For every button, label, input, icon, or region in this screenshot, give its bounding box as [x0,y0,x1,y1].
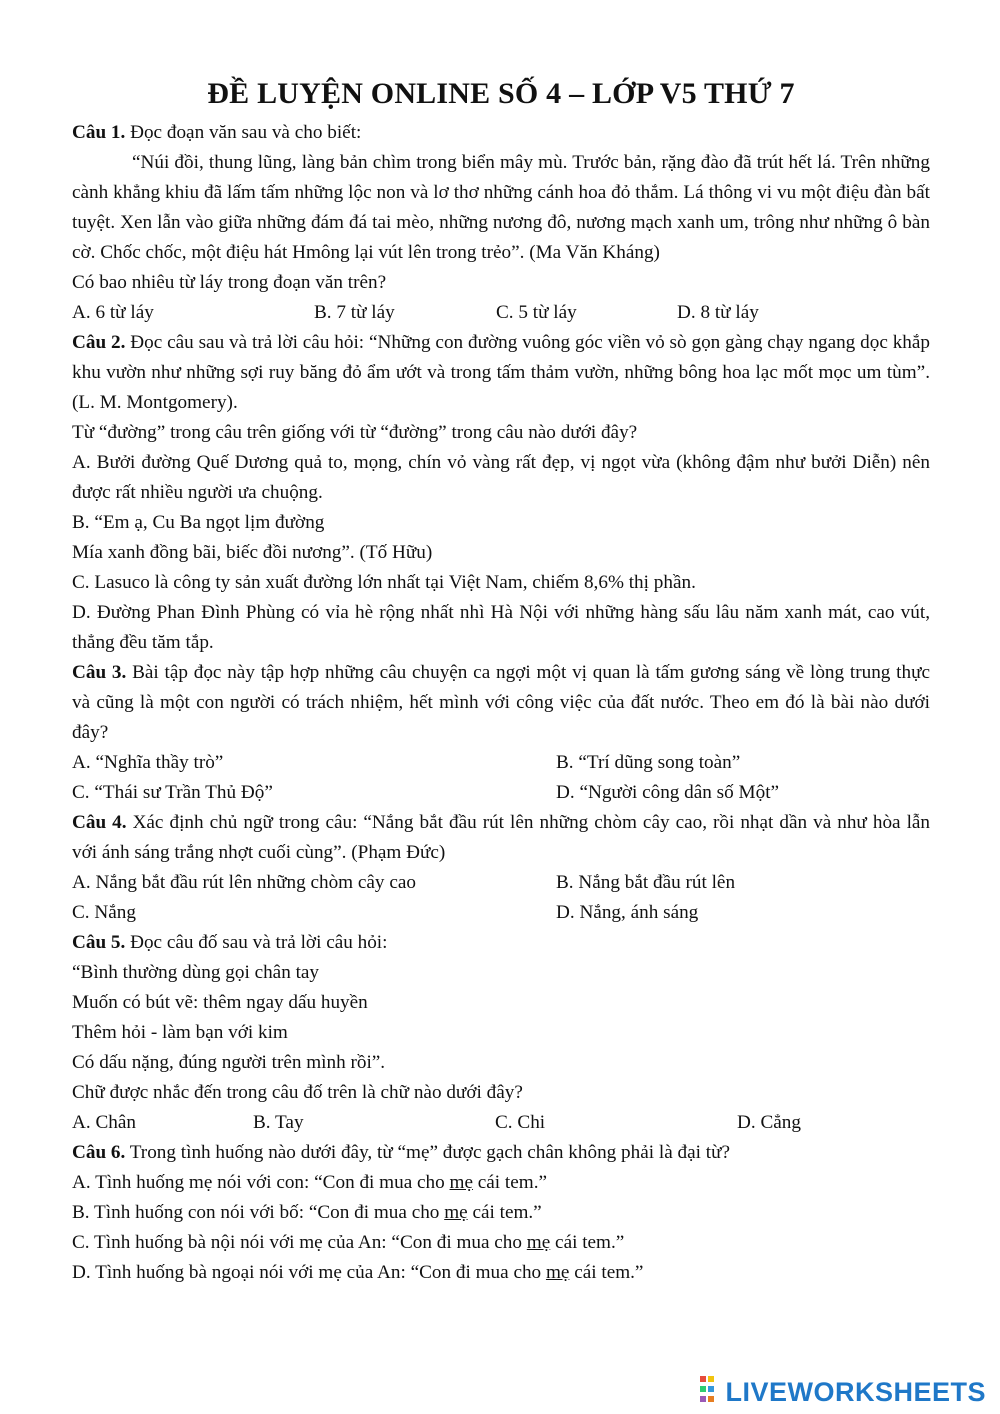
q5-question: Chữ được nhắc đến trong câu đố trên là chữ nào dưới đây? [72,1082,523,1103]
q2-label: Câu 2. [72,332,126,353]
q3-option-a[interactable]: A. “Nghĩa thầy trò” [72,752,224,773]
liveworksheets-logo-icon [700,1376,722,1409]
q1-question: Có bao nhiêu từ láy trong đoạn văn trên? [72,272,387,293]
q2-option-d[interactable]: D. Đường Phan Đình Phùng có vỉa hè rộng nhất nhì Hà Nội với những hàng sấu lâu năm xanh mát, cao vút, thẳng đều tăm tắp. [72,602,930,653]
q6-prompt: Câu 6. Trong tình huống nào dưới đây, từ “mẹ” được gạch chân không phải là đại từ? [72,1142,731,1163]
q3-options-row2 [72,778,930,808]
q4-label: Câu 4. [72,812,127,833]
q2-question: Từ “đường” trong câu trên giống với từ “đường” trong câu nào dưới đây? [72,422,638,443]
q1-passage: “Núi đồi, thung lũng, làng bản chìm trong biển mây mù. Trước bản, rặng đào đã trút hết lá. Trên những cành khẳng khiu đã lấm tấm những lộc non và lơ thơ những cánh hoa đỏ thắm. Lá thông vi vu một điệu đàn bất tuyệt. Xen lẫn vào giữa những đám đá tai mèo, những nương đô, nương mạch xanh um, trông như những ô bàn cờ. Chốc chốc, một điệu hát Hmông lại vút lên trong trẻo”. (Ma Văn Kháng) [72,152,930,263]
underlined-word: mẹ [449,1172,473,1193]
q1-options [72,298,930,328]
q5-options [72,1108,930,1138]
underlined-word: mẹ [545,1262,570,1283]
q4-options-row1 [72,868,930,898]
q5-option-a[interactable]: A. Chân [72,1112,136,1133]
q5-option-b[interactable]: B. Tay [253,1112,304,1133]
q5-riddle-line: Muốn có bút vẽ: thêm ngay dấu huyền [72,992,368,1013]
q2-option-a[interactable]: A. Bưởi đường Quế Dương quả to, mọng, chín vỏ vàng rất đẹp, vị ngọt vừa (không đậm như bưởi Diễn) nên được rất nhiều người ưa chuộng. [72,452,930,503]
q5-riddle-line: Thêm hỏi - làm bạn với kim [72,1022,288,1043]
q4-option-c[interactable]: C. Nắng [72,902,136,923]
q5-label: Câu 5. [72,932,126,953]
q2-option-c[interactable]: C. Lasuco là công ty sản xuất đường lớn nhất tại Việt Nam, chiếm 8,6% thị phần. [72,572,696,593]
q5-option-c[interactable]: C. Chi [495,1112,546,1133]
q6-option-a[interactable]: A. Tình huống mẹ nói với con: “Con đi mua cho mẹ cái tem.” [72,1172,548,1193]
q3-option-d[interactable]: D. “Người công dân số Một” [556,782,780,803]
brand-name: LIVEWORKSHEETS [725,1376,986,1407]
q6-option-c[interactable]: C. Tình huống bà nội nói với mẹ của An: “Con đi mua cho mẹ cái tem.” [72,1232,625,1253]
q5-option-d[interactable]: D. Cẳng [737,1112,801,1133]
q6-option-b[interactable]: B. Tình huống con nói với bố: “Con đi mua cho mẹ cái tem.” [72,1202,542,1223]
q1-option-b[interactable]: B. 7 từ láy [314,302,395,323]
q1-option-d[interactable]: D. 8 từ láy [677,302,759,323]
q4-options-row2 [72,898,930,928]
q3-option-b[interactable]: B. “Trí dũng song toàn” [556,752,741,773]
q2-option-b-line1[interactable]: B. “Em ạ, Cu Ba ngọt lịm đường [72,512,325,533]
q4-option-a[interactable]: A. Nắng bắt đầu rút lên những chòm cây cao [72,872,416,893]
q1-prompt: Câu 1. Đọc đoạn văn sau và cho biết: [72,122,362,143]
q5-riddle-line: Có dấu nặng, đúng người trên mình rồi”. [72,1052,386,1073]
q2-prompt: Câu 2. Đọc câu sau và trả lời câu hỏi: “Những con đường vuông góc viền vỏ sò gọn gàng chạy ngang dọc khắp khu vườn như những sợi ruy băng đỏ ẩm ướt và trong tấm thảm vườn, những bông hoa lạc mốt mọc um tùm”. (L. M. Montgomery). [72,332,931,413]
underlined-word: mẹ [444,1202,468,1223]
q1-option-a[interactable]: A. 6 từ láy [72,302,154,323]
page-title: ĐỀ LUYỆN ONLINE SỐ 4 – LỚP V5 THỨ 7 [207,77,795,110]
q4-option-d[interactable]: D. Nắng, ánh sáng [556,902,699,923]
q1-label: Câu 1. [72,122,126,143]
q4-option-b[interactable]: B. Nắng bắt đầu rút lên [556,872,736,893]
q3-label: Câu 3. [72,662,127,683]
q5-prompt: Câu 5. Đọc câu đố sau và trả lời câu hỏi: [72,932,388,953]
liveworksheets-watermark [700,1372,986,1412]
q3-prompt: Câu 3. Bài tập đọc này tập hợp những câu chuyện ca ngợi một vị quan là tấm gương sáng về lòng trung thực và cũng là một con người có trách nhiệm, hết mình với công việc của đất nước. Theo em đó là bài nào dưới đây? [72,662,930,743]
q1-option-c[interactable]: C. 5 từ láy [496,302,577,323]
q6-option-d[interactable]: D. Tình huống bà ngoại nói với mẹ của An: “Con đi mua cho mẹ cái tem.” [72,1262,644,1283]
q4-prompt: Câu 4. Xác định chủ ngữ trong câu: “Nắng bắt đầu rút lên những chòm cây cao, rồi nhạt dần và như hòa lẫn với ánh sáng trắng nhợt cuối cùng”. (Phạm Đức) [72,812,931,863]
q3-options-row1 [72,748,930,778]
q5-riddle-line: “Bình thường dùng gọi chân tay [72,962,320,983]
q2-option-b-line2: Mía xanh đồng bãi, biếc đồi nương”. (Tố Hữu) [72,542,433,563]
worksheet-page [72,74,930,1288]
q6-label: Câu 6. [72,1142,126,1163]
underlined-word: mẹ [526,1232,551,1253]
q3-option-c[interactable]: C. “Thái sư Trần Thủ Độ” [72,782,273,803]
